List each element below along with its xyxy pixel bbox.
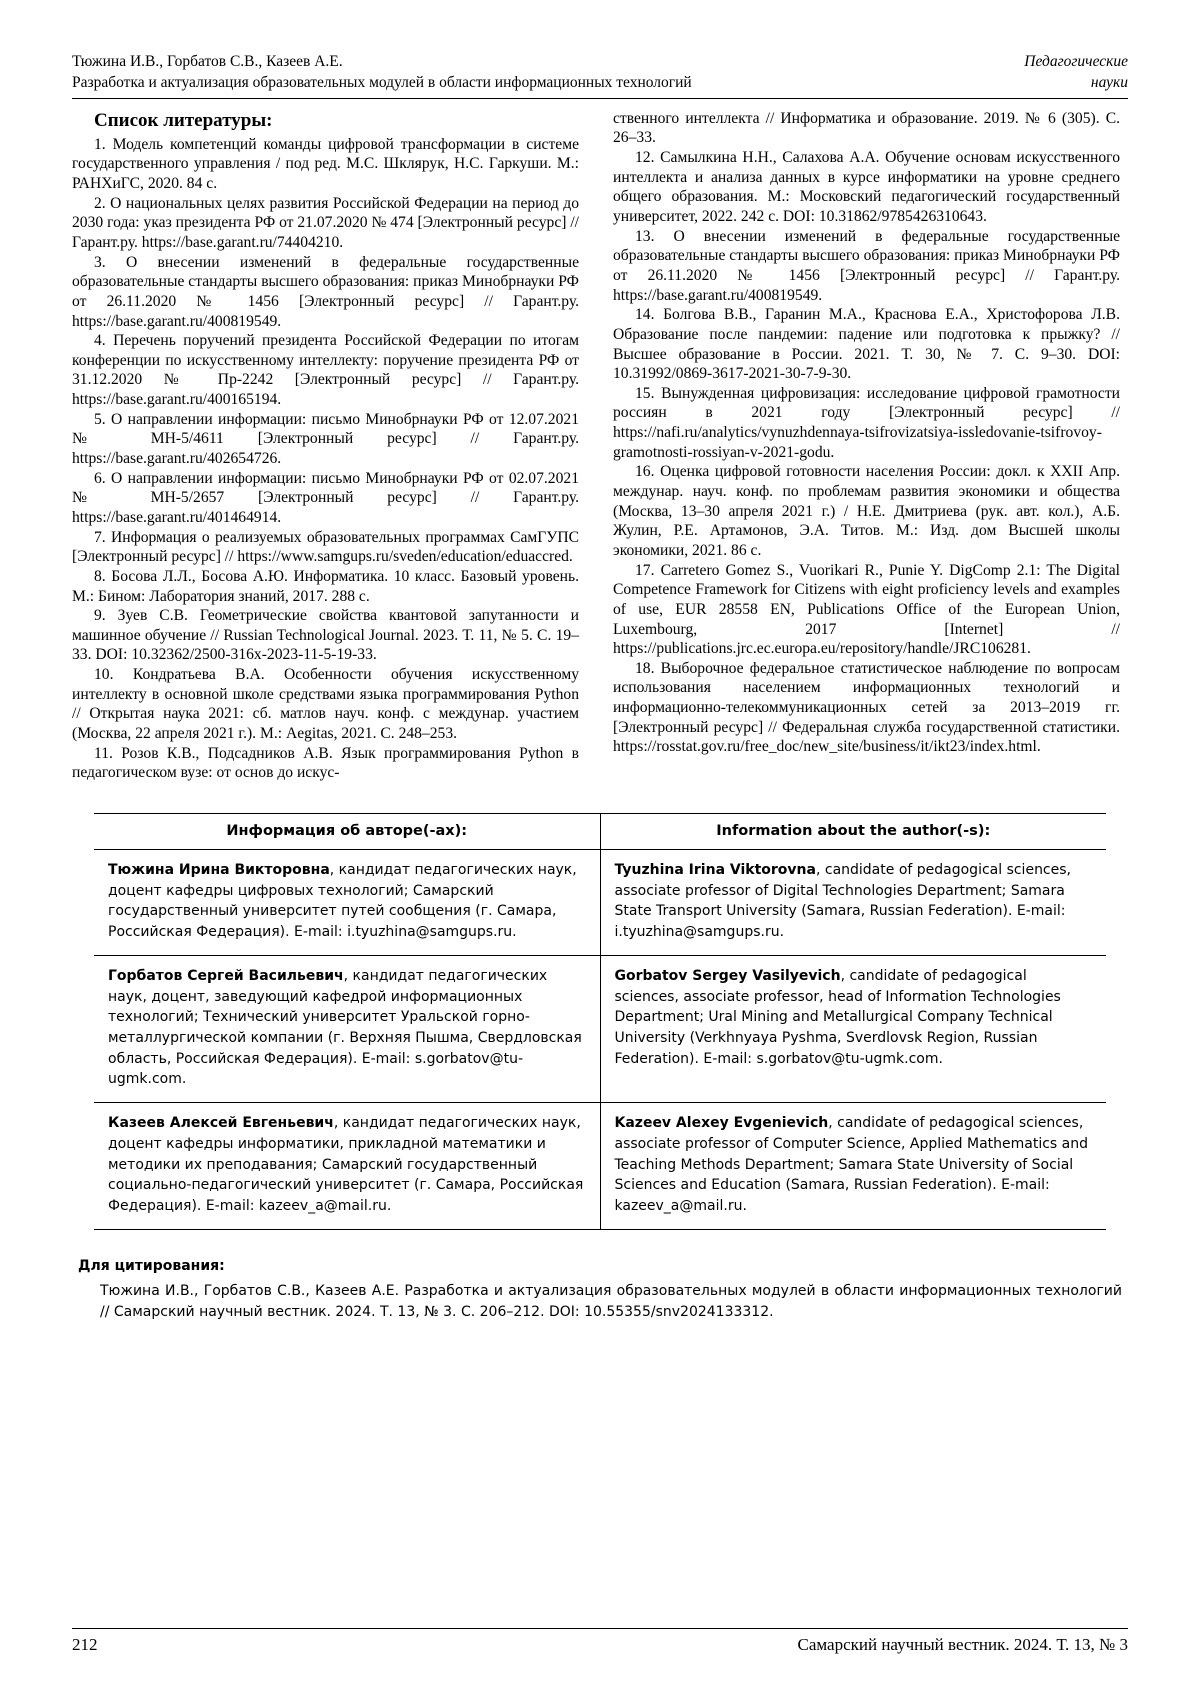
running-head	[72, 52, 1128, 94]
author-cell-en	[600, 849, 1106, 955]
author-cell-ru	[94, 849, 600, 955]
page-number: 212	[72, 1635, 98, 1654]
running-head-rule	[72, 98, 1128, 99]
reference-item: 5. О направлении информации: письмо Минобрнауки РФ от 12.07.2021 № МН-5/4611 [Электронный ресурс] // Гарант.ру. https://base.garant.ru/402654726.	[72, 410, 579, 468]
reference-item: 2. О национальных целях развития Российской Федерации на период до 2030 года: указ президента РФ от 21.07.2020 № 474 [Электронный ресурс] // Гарант.ру. https://base.garant.ru/74404210.	[72, 194, 579, 251]
table-row	[94, 955, 1106, 1102]
author-name-en: Gorbatov Sergey Vasilyevich	[614, 967, 841, 984]
footer-journal: Самарский научный вестник. 2024. Т. 13, № 3	[797, 1635, 1128, 1654]
references-column-right	[613, 109, 1120, 783]
author-text-ru: , кандидат педагогических наук, доцент, заведующий кафедрой информационных технологий; Технический университет Уральской горно-металлургической компании (г. Верхняя Пышма, Свердловская область, Российская Федерация). E-mail: s.gorbatov@tu-ugmk.com.	[108, 967, 582, 1088]
reference-item: 15. Вынужденная цифровизация: исследование цифровой грамотности россиян в 2021 году [Электронный ресурс] // https://nafi.ru/analytics/vynuzhdennaya-tsifrovizatsiya-issledovanie-tsifrovoy-gramotnosti-rossiyan-v-2021-godu.	[613, 384, 1120, 461]
author-cell-ru	[94, 1103, 600, 1230]
author-name-ru: Горбатов Сергей Васильевич	[108, 967, 344, 984]
reference-item: 4. Перечень поручений президента Российской Федерации по итогам конференции по искусственному интеллекту: поручение президента РФ от 31.12.2020 № Пр-2242 [Электронный ресурс] // Гарант.ру. https://base.garant.ru/400165194.	[72, 332, 579, 409]
reference-item: 14. Болгова В.В., Гаранин М.А., Краснова Е.А., Христофорова Л.В. Образование после пандемии: падение или подготовка к прыжку? // Высшее образование в России. 2021. Т. 30, № 7. С. 9–30. DOI: 10.31992/0869-3617-2021-30-7-9-30.	[613, 306, 1120, 383]
reference-item-continued: ственного интеллекта // Информатика и образование. 2019. № 6 (305). С. 26–33.	[613, 109, 1120, 147]
references-column-left	[72, 109, 579, 783]
reference-item: 6. О направлении информации: письмо Минобрнауки РФ от 02.07.2021 № МН-5/2657 [Электронный ресурс] // Гарант.ру. https://base.garant.ru/401464914.	[72, 469, 579, 526]
reference-item: 11. Розов К.В., Подсадников А.В. Язык программирования Python в педагогическом вузе: от основ до искус-	[72, 744, 579, 782]
authors-header-en: Information about the author(-s):	[600, 813, 1106, 849]
author-name-en: Kazeev Alexey Evgenievich	[614, 1115, 829, 1132]
running-head-section-line2: науки	[1090, 73, 1128, 91]
citation-text: Тюжина И.В., Горбатов С.В., Казеев А.Е. Разработка и актуализация образовательных модулей в области информационных технологий // Самарский научный вестник. 2024. Т. 13, № 3. С. 206–212. DOI: 10.55355/snv2024133312.	[100, 1282, 1122, 1320]
page-footer	[72, 1628, 1128, 1655]
author-cell-en	[600, 955, 1106, 1102]
footer-row	[72, 1635, 1128, 1655]
authors-info-table	[94, 813, 1106, 1230]
author-name-en: Tyuzhina Irina Viktorovna	[614, 861, 816, 878]
reference-item: 7. Информация о реализуемых образовательных программах СамГУПС [Электронный ресурс] // https://www.samgups.ru/sveden/education/eduaccred.	[72, 528, 579, 566]
reference-item: 3. О внесении изменений в федеральные государственные образовательные стандарты высшего образования: приказ Минобрнауки РФ от 26.11.2020 № 1456 [Электронный ресурс] // Гарант.ру. https://base.garant.ru/400819549.	[72, 253, 579, 330]
reference-item: 17. Carretero Gomez S., Vuorikari R., Punie Y. DigComp 2.1: The Digital Competence Framework for Citizens with eight proficiency levels and examples of use, EUR 28558 EN, Publications Office of the European Union, Luxembourg, 2017 [Internet] // https://publications.jrc.ec.europa.eu/repository/handle/JRC106281.	[613, 561, 1120, 658]
author-text-en: , candidate of pedagogical sciences, associate professor of Digital Technologies Department; Samara State Transport University (Samara, Russian Federation). E-mail: i.tyuzhina@samgups.ru.	[614, 861, 1071, 941]
citation-title: Для цитирования:	[78, 1257, 225, 1274]
reference-item: 12. Самылкина Н.Н., Салахова А.А. Обучение основам искусственного интеллекта и анализа данных в курсе информатики на уровне среднего общего образования. М.: Московский педагогический государственный университет, 2022. 242 с. DOI: 10.31862/9785426310643.	[613, 149, 1120, 226]
author-name-ru: Казеев Алексей Евгеньевич	[108, 1115, 334, 1132]
authors-header-ru: Информация об авторе(-ах):	[94, 813, 600, 849]
table-header-row	[94, 813, 1106, 849]
running-head-left	[72, 52, 1024, 94]
reference-item: 1. Модель компетенций команды цифровой трансформации в системе государственного управления / под ред. М.С. Шклярук, Н.С. Гаркуши. М.: РАНХиГС, 2020. 84 с.	[72, 135, 579, 193]
table-row	[94, 1103, 1106, 1230]
reference-item: 13. О внесении изменений в федеральные государственные образовательные стандарты высшего образования: приказ Минобрнауки РФ от 26.11.2020 № 1456 [Электронный ресурс] // Гарант.ру. https://base.garant.ru/400819549.	[613, 227, 1120, 304]
reference-item: 8. Босова Л.Л., Босова А.Ю. Информатика. 10 класс. Базовый уровень. М.: Бином: Лаборатория знаний, 2017. 288 с.	[72, 567, 579, 605]
reference-item: 16. Оценка цифровой готовности населения России: докл. к XXII Апр. междунар. науч. конф. по проблемам развития экономики и общества (Москва, 13–30 апреля 2021 г.) / Н.Е. Дмитриева (рук. авт. кол.), А.Б. Жулин, Р.Е. Артамонов, Э.А. Титов. М.: Изд. дом Высшей школы экономики, 2021. 86 с.	[613, 463, 1120, 559]
author-text-ru: , кандидат педагогических наук, доцент кафедры цифровых технологий; Самарский государственный университет путей сообщения (г. Самара, Российская Федерация). E-mail: i.tyuzhina@samgups.ru.	[108, 861, 577, 941]
running-head-article-title: Разработка и актуализация образовательных модулей в области информационных технологий	[72, 73, 692, 91]
running-head-authors: Тюжина И.В., Горбатов С.В., Казеев А.Е.	[72, 53, 343, 70]
author-cell-en	[600, 1103, 1106, 1230]
reference-item: 18. Выборочное федеральное статистическое наблюдение по вопросам использования населением информационных технологий и информационно-телекоммуникационных сетей за 2013–2019 гг. [Электронный ресурс] // Федеральная служба государственной статистики. https://rosstat.gov.ru/free_doc/new_site/business/it/ikt23/index.html.	[613, 659, 1120, 756]
author-cell-ru	[94, 955, 600, 1102]
references-title: Список литературы:	[94, 109, 273, 131]
author-text-en: , candidate of pedagogical sciences, associate professor, head of Information Technologies Department; Ural Mining and Metallurgical Company Technical University (Verkhnyaya Pyshma, Sverdlovsk Region, Russian Federation). E-mail: s.gorbatov@tu-ugmk.com.	[614, 967, 1061, 1067]
running-head-section-line1: Педагогические	[1024, 53, 1128, 70]
author-text-en: , candidate of pedagogical sciences, associate professor of Computer Science, Applied Mathematics and Teaching Methods Department; Samara State University of Social Sciences and Education (Samara, Russian Federation). E-mail: kazeev_a@mail.ru.	[614, 1115, 1089, 1214]
footer-rule	[72, 1628, 1128, 1629]
running-head-section	[1024, 52, 1128, 94]
reference-item: 10. Кондратьева В.А. Особенности обучения искусственному интеллекту в основной школе средствами языка программирования Python // Открытая наука 2021: сб. матлов науч. конф. с междунар. участием (Москва, 22 апреля 2021 г.). М.: Aegitas, 2021. С. 248–253.	[72, 666, 579, 742]
table-row	[94, 849, 1106, 955]
author-name-ru: Тюжина Ирина Викторовна	[108, 861, 330, 878]
citation-block	[72, 1256, 1128, 1323]
author-text-ru: , кандидат педагогических наук, доцент кафедры информатики, прикладной математики и методики их преподавания; Самарский государственный социально-педагогический университет (г. Самара, Российская Федерация). E-mail: kazeev_a@mail.ru.	[108, 1115, 584, 1214]
references-columns	[72, 109, 1128, 783]
reference-item: 9. Зуев С.В. Геометрические свойства квантовой запутанности и машинное обучение // Russian Technological Journal. 2023. Т. 11, № 5. С. 19–33. DOI: 10.32362/2500-316x-2023-11-5-19-33.	[72, 607, 579, 664]
